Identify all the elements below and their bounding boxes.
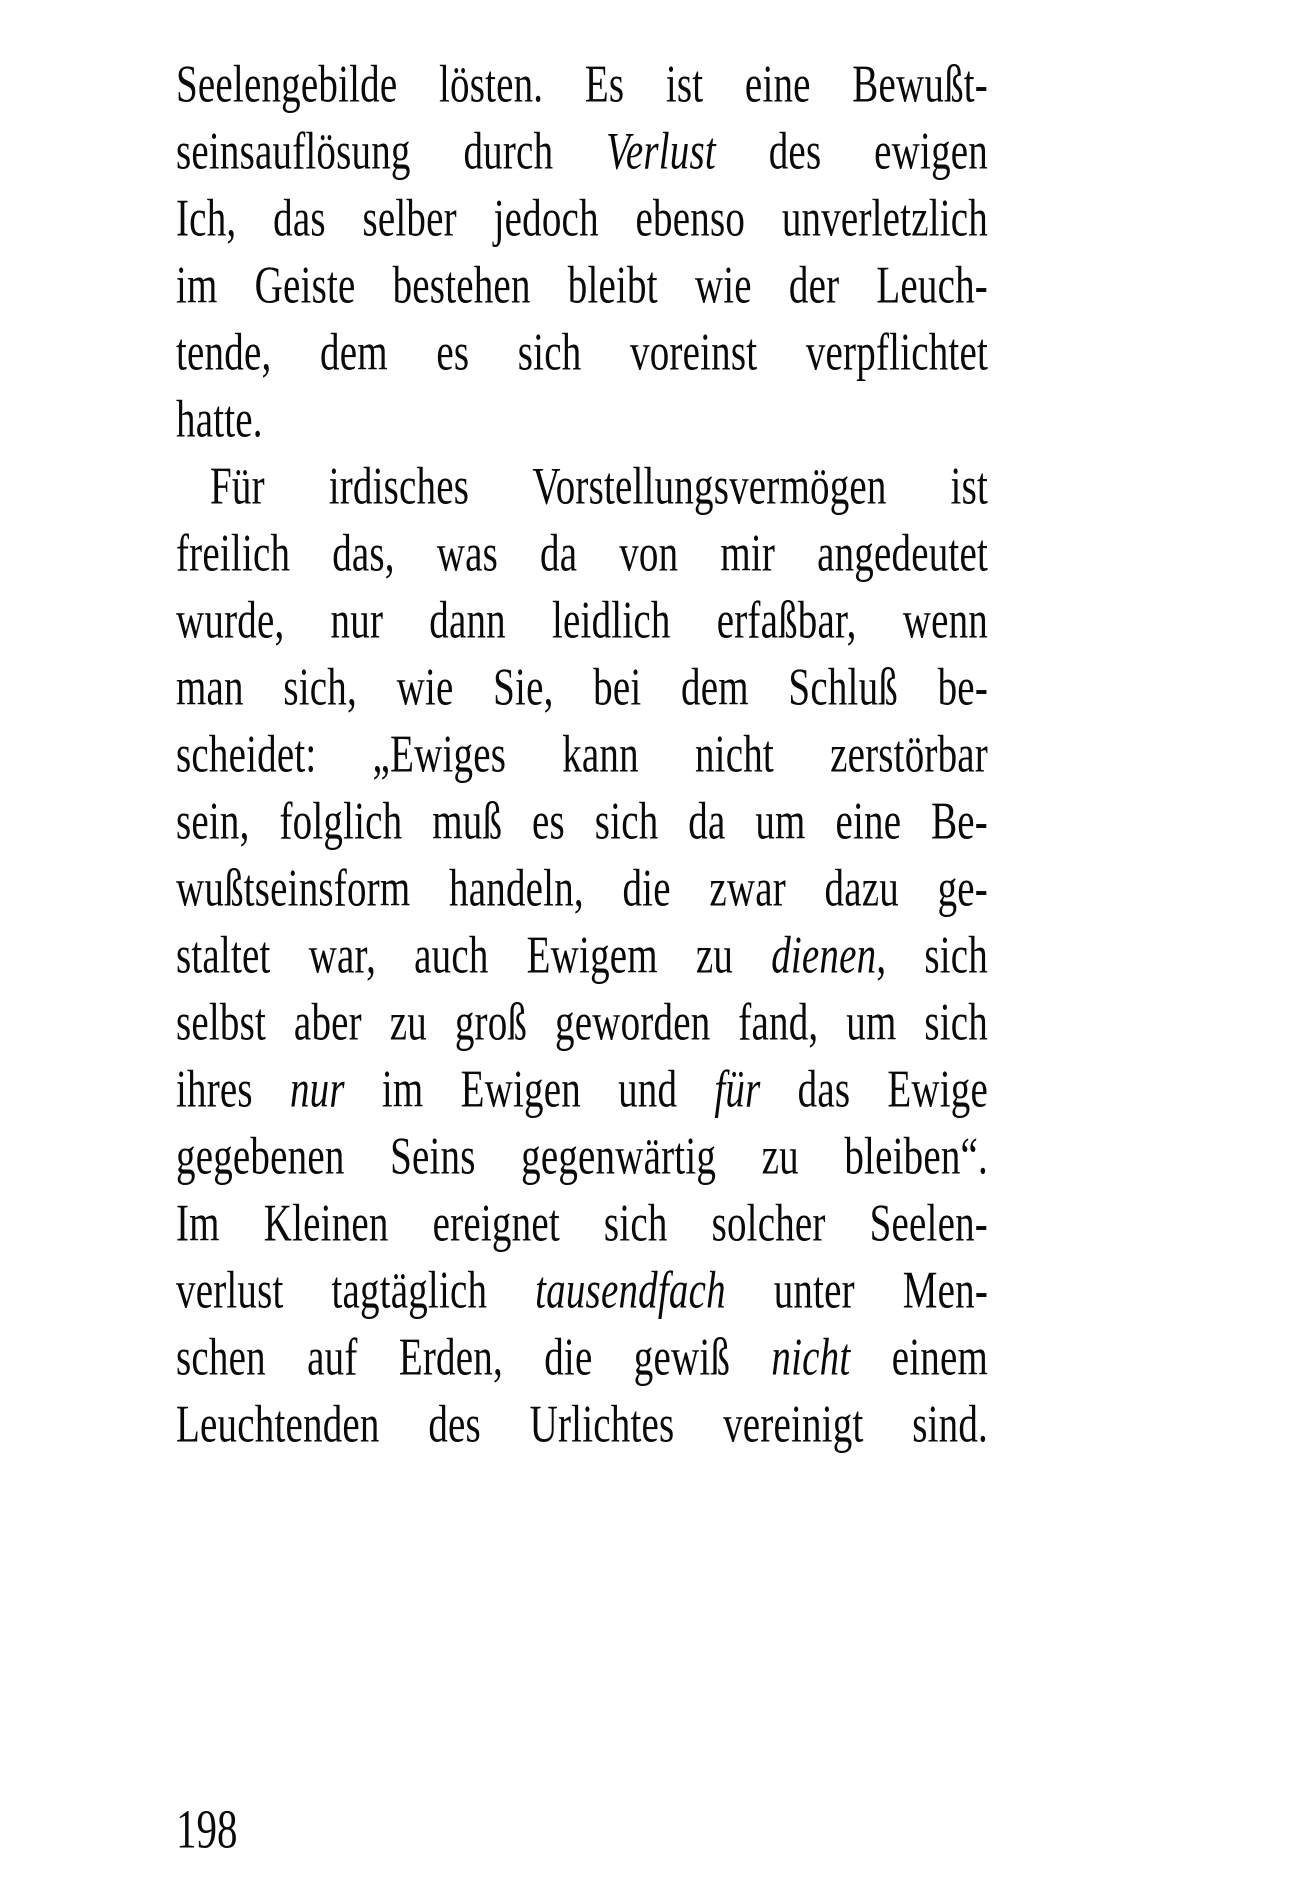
text-segment: unter Men- <box>725 1261 989 1320</box>
text-segment: Im Kleinen ereignet sich solcher Seelen- <box>176 1194 988 1253</box>
page-number: 198 <box>176 1797 238 1860</box>
text-segment: des ewigen <box>715 122 988 181</box>
italic-text-segment: Verlust <box>606 122 716 181</box>
text-block <box>176 51 988 1458</box>
text-segment: Seelengebilde lösten. Es ist eine Bewußt- <box>176 55 988 114</box>
text-segment: im Geiste bestehen bleibt wie der Leuch- <box>176 256 988 315</box>
text-segment: schen auf Erden, die gewiß <box>176 1328 772 1387</box>
text-segment: hatte. <box>176 390 263 449</box>
text-segment: staltet war, auch Ewigem zu <box>176 926 772 985</box>
italic-text-segment: für <box>714 1060 761 1119</box>
text-segment: verlust tagtäglich <box>176 1261 536 1320</box>
text-segment: gegebenen Seins gegenwärtig zu bleiben“. <box>176 1127 988 1186</box>
italic-text-segment: nicht <box>771 1328 851 1387</box>
text-segment: ihres <box>176 1060 290 1119</box>
italic-text-segment: nur <box>289 1060 345 1119</box>
text-segment: wußtseinsform handeln, die zwar dazu ge- <box>176 859 988 918</box>
text-segment: man sich, wie Sie, bei dem Schluß be- <box>176 658 988 717</box>
text-segment: Leuchtenden des Urlichtes vereinigt sind. <box>176 1395 988 1454</box>
text-segment: sein, folglich muß es sich da um eine Be- <box>176 792 988 851</box>
text-segment: freilich das, was da von mir angedeutet <box>176 524 988 583</box>
text-segment: tende, dem es sich voreinst verpflichtet <box>176 323 988 382</box>
text-segment: scheidet: „Ewiges kann nicht zerstörbar <box>176 725 988 784</box>
text-line <box>176 1379 988 1469</box>
italic-text-segment: dienen <box>771 926 877 985</box>
text-segment: das Ewige <box>760 1060 989 1119</box>
text-segment: Ich, das selber jedoch ebenso unverletzlich <box>176 189 988 248</box>
text-segment: einem <box>850 1328 988 1387</box>
text-segment: seinsauflösung durch <box>176 122 607 181</box>
italic-text-segment: tausendfach <box>535 1261 726 1320</box>
text-segment: im Ewigen und <box>344 1060 715 1119</box>
text-segment: Für irdisches Vorstellungsvermögen ist <box>210 457 988 516</box>
text-segment: , sich <box>876 926 988 985</box>
text-segment: wurde, nur dann leidlich erfaßbar, wenn <box>176 591 988 650</box>
text-segment: selbst aber zu groß geworden fand, um sich <box>176 993 988 1052</box>
